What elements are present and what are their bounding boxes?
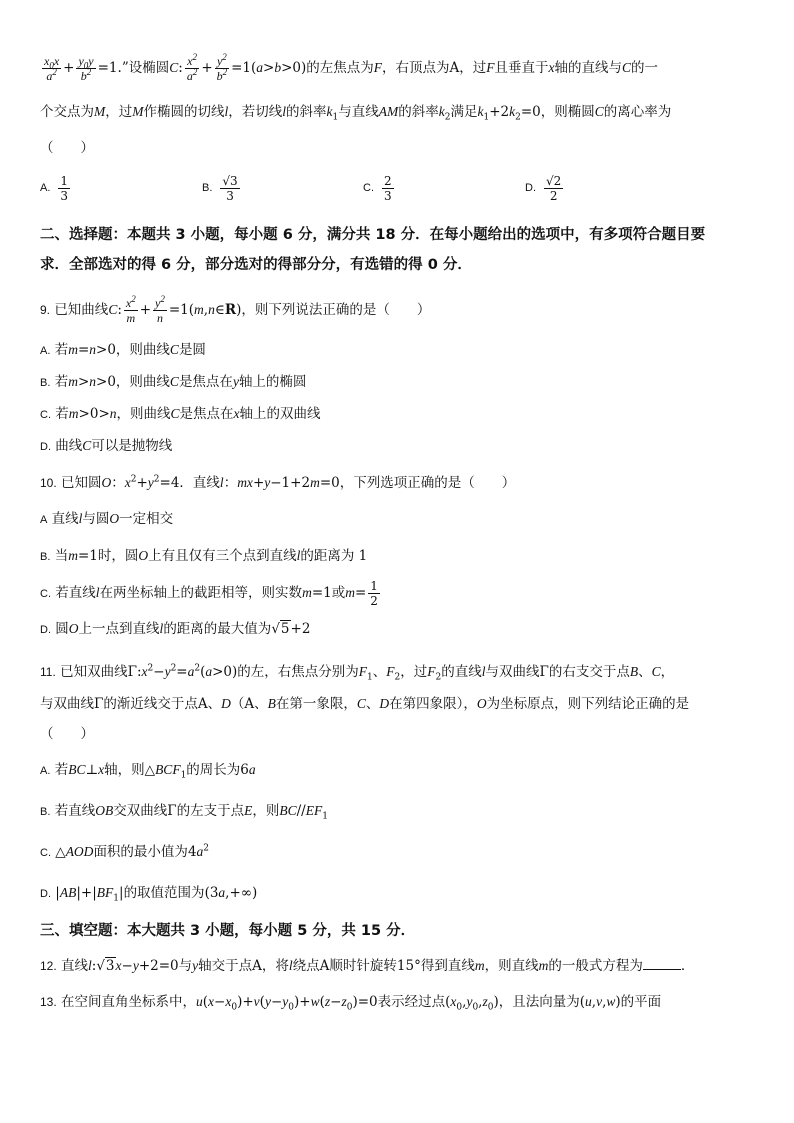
option-text: 若 — [54, 374, 69, 390]
option-text: ，则曲线 — [115, 342, 170, 358]
option-text: 圆 — [55, 621, 69, 637]
q8-text: ，过 — [105, 104, 133, 120]
option-text: 可以是抛物线 — [91, 438, 173, 454]
q11-stem-line1: 11. 已知双曲线$\Gamma:x^2-y^2=a^2(a>0)$的左，右焦点分别为$F_1$、$F_2$，过$F_2$的直线l与双曲线Γ的右支交于点B、C， — [40, 663, 675, 683]
option-label: D. — [40, 888, 51, 900]
option-label: A. — [40, 345, 51, 357]
q11-text: ，过 — [400, 664, 428, 680]
option-text: 轴，则 — [104, 762, 145, 778]
q8-text: 作椭圆的切线 — [143, 104, 225, 120]
sqrt-3: √3 — [96, 958, 115, 974]
sqrt-5: √5 — [271, 621, 290, 637]
q10-option-a[interactable]: A 直线l与圆O一定相交 — [40, 511, 174, 527]
q10-option-d[interactable]: D. 圆O上一点到直线l的距离的最大值为√5+2 — [40, 621, 311, 637]
q10-text: ，下列选项正确的是（ ） — [339, 475, 516, 491]
option-text: 若 — [55, 406, 69, 422]
q10-text: ．直线 — [179, 475, 220, 491]
q9-option-c[interactable]: C. 若m>0>n，则曲线C是焦点在x轴上的双曲线 — [40, 406, 321, 422]
option-text: 的距离的最大值为 — [163, 621, 272, 637]
q11-stem-line2: 与双曲线Γ的渐近线交于点A、D（A、B在第一象限，C、D在第四象限），O为坐标原点，则下列结论正确的是 — [40, 696, 690, 712]
option-text: 曲线 — [55, 438, 83, 454]
q12-stem: 12. 直线l:√3x−y+2=0与y轴交于点A，将l绕点A顺时针旋转15°得到直线m，则直线m的一般式方程为 ． — [40, 958, 695, 974]
q8-text: 的一 — [631, 60, 659, 76]
section-title-line: 三、填空题：本大题共 3 小题，每小题 5 分，共 15 分． — [40, 923, 416, 939]
frac-num: √2 — [546, 173, 562, 188]
section-title-line: 二、选择题：本题共 3 小题，每小题 6 分，满分共 18 分．在每小题给出的选项中，有多项符合题目要 — [40, 227, 706, 243]
option-text: 若直线 — [55, 585, 96, 601]
q11-paren — [40, 724, 758, 744]
q9-option-a[interactable]: A. 若m=n>0，则曲线C是圆 — [40, 342, 206, 358]
option-label: A. — [40, 182, 51, 194]
option-label: A. — [40, 765, 51, 777]
option-text: 轴上的双曲线 — [239, 406, 321, 422]
q8-option-c[interactable] — [363, 166, 396, 210]
q11-text: 已知双曲线 — [60, 664, 128, 680]
frac-den: 3 — [60, 188, 69, 203]
option-text: 若 — [54, 342, 69, 358]
option-label: D. — [40, 624, 51, 636]
option-value — [58, 174, 70, 203]
q11-text: 与双曲线 — [40, 696, 94, 712]
frac-num: 1 — [60, 173, 69, 188]
q11-text: 在第四象限）， — [389, 696, 477, 712]
option-text: 上有且仅有三个点到直线 — [148, 548, 297, 564]
question-number: 9. — [40, 303, 51, 317]
q8-text: ，右顶点为A，过 — [382, 60, 487, 76]
q8-text: ，则椭圆 — [540, 104, 595, 120]
q12-text: 的一般式方程为 — [548, 958, 643, 974]
q8-options — [40, 166, 758, 210]
question-number: 11. — [40, 665, 56, 679]
q9-text: ，则下列说法正确的是（ ） — [241, 302, 431, 318]
option-text: 直线 — [51, 511, 79, 527]
frac-1-2: $\frac{1}{2}$ — [370, 579, 378, 608]
q12-text: ，则直线 — [484, 958, 539, 974]
option-text: 或 — [331, 585, 346, 601]
option-text: ，则 — [252, 803, 280, 819]
option-text: 一定相交 — [119, 511, 174, 527]
exam-page — [40, 48, 758, 1012]
section3-title — [40, 916, 758, 946]
option-text: 与圆 — [82, 511, 110, 527]
frac-y2-b2: $\frac{y^2}{b^2}$ — [216, 52, 228, 83]
option-text: 时，圆 — [97, 548, 139, 564]
option-text: 的左支于点 — [176, 803, 245, 819]
q8-text: 的左焦点为 — [306, 60, 374, 76]
q13-text: 在空间直角坐标系中， — [60, 994, 196, 1010]
option-label: B. — [40, 377, 51, 389]
q10-text: 已知圆 — [60, 475, 102, 491]
q10-stem: 10. 已知圆O：$x^2+y^2=4$．直线l：mx+y−1+2m=0，下列选项正确的是（ ） — [40, 474, 516, 491]
option-label: B. — [202, 182, 213, 194]
answer-blank[interactable] — [643, 957, 681, 970]
frac-x2-a2: $\frac{x^2}{a^2}$ — [186, 52, 198, 83]
q8-line2: 个交点为M，过M作椭圆的切线l，若切线l的斜率$k_1$与直线AM的斜率$k_2$满足$k_1+2k_2=0$，则椭圆C的离心率为 — [40, 104, 672, 123]
q11-text: 的右支交于点 — [548, 664, 630, 680]
q8-line1: $\frac{x_0x}{a^2}$ + $\frac{y_0y}{b^2}$ =1.”设椭圆C: $\frac{x^2}{a^2}$ + $\frac{y^2}{b^2}$ =1(a>b>0)的左焦点为F，右顶点为A，过F且垂直于x轴的直线与C的一 — [44, 52, 659, 83]
q13-text: 的平面 — [620, 994, 662, 1010]
option-text: 若直线 — [54, 803, 96, 819]
frac-y0y-b2: $\frac{y_0y}{b^2}$ — [78, 54, 94, 83]
option-text: ，则曲线 — [116, 406, 171, 422]
q8-option-a[interactable] — [40, 166, 72, 210]
frac-x2-m: $\frac{x^2}{m}$ — [125, 294, 136, 325]
q8-text: 的斜率 — [286, 104, 327, 120]
option-text: 交双曲线 — [113, 803, 168, 819]
q8-text: ，若切线 — [228, 104, 283, 120]
q11-text: 的渐近线交于点 — [103, 696, 198, 712]
option-text: 面积的最小值为 — [93, 844, 188, 860]
option-text: 的取值范围为 — [123, 885, 205, 901]
frac-den: 3 — [226, 188, 234, 203]
q13-text: 表示经过点 — [377, 994, 446, 1010]
option-value — [220, 174, 239, 203]
option-text: 上一点到直线 — [78, 621, 160, 637]
section2-title — [40, 220, 758, 280]
answer-paren: （ ） — [40, 726, 94, 742]
option-label: D. — [40, 441, 51, 453]
option-text: 轴上的椭圆 — [238, 374, 307, 390]
q11-option-a[interactable]: A. 若BC⊥x轴，则$\triangle BCF_1$的周长为6a — [40, 762, 256, 781]
q12-text: 绕点A顺时针旋转 — [292, 958, 397, 974]
option-text: 若 — [54, 762, 69, 778]
q11-text: （ — [230, 696, 245, 712]
option-text: 是焦点在 — [178, 374, 233, 390]
option-label: C. — [40, 588, 51, 600]
frac-num: 2 — [384, 173, 392, 188]
q8-text: 个交点为 — [40, 104, 94, 120]
option-text: ，则曲线 — [115, 374, 170, 390]
section-title-line: 求．全部选对的得 6 分，部分选对的得部分分，有选错的得 0 分． — [40, 257, 472, 273]
q9-option-b[interactable]: B. 若m>n>0，则曲线C是焦点在y轴上的椭圆 — [40, 374, 307, 390]
option-value — [544, 174, 563, 203]
q8-text: 与直线 — [338, 104, 379, 120]
q8-text: 的斜率 — [398, 104, 439, 120]
q8-paren — [40, 138, 758, 158]
q8-text: ”设椭圆 — [121, 60, 170, 76]
q11-option-b[interactable]: B. 若直线OB交双曲线Γ的左支于点E，则$BC//EF_1$ — [40, 803, 328, 822]
q12-text: 轴交于点A，将 — [198, 958, 289, 974]
frac-x0x-a2: $\frac{x_0x}{a^2}$ — [44, 54, 60, 83]
q12-text: 得到直线 — [420, 958, 475, 974]
q9-text: 已知曲线 — [54, 302, 109, 318]
q11-text: 在第一象限， — [275, 696, 357, 712]
frac-den: 2 — [549, 188, 558, 203]
option-text: 在两坐标轴上的截距相等，则实数 — [99, 585, 303, 601]
frac-num: √3 — [222, 173, 238, 188]
option-label: C. — [40, 409, 51, 421]
q11-option-d[interactable]: D. $|AB|+|BF_1|$的取值范围为(3a,+∞) — [40, 885, 258, 904]
q13-text: ，且法向量为 — [498, 994, 580, 1010]
option-label: D. — [525, 182, 536, 194]
q8-text: 的离心率为 — [603, 104, 672, 120]
option-text: 的周长为 — [186, 762, 241, 778]
option-label: A — [40, 514, 48, 526]
q11-text: 为坐标原点，则下列结论正确的是 — [486, 696, 690, 712]
q8-text: 轴的直线与 — [554, 60, 623, 76]
q9-stem: 9. 已知曲线C: $\frac{x^2}{m}$ + $\frac{y^2}{n}$ =1(m,n∈R)，则下列说法正确的是（ ） — [40, 294, 431, 325]
q12-text: 与 — [178, 958, 193, 974]
frac-den: 3 — [384, 188, 392, 203]
q8-option-b[interactable] — [202, 166, 242, 210]
q10-option-c[interactable]: C. 若直线l在两坐标轴上的截距相等，则实数m=1或m= $\frac{1}{2}$ — [40, 579, 378, 608]
q12-text: 直线 — [60, 958, 88, 974]
option-label: C. — [40, 847, 51, 859]
option-text: 是焦点在 — [179, 406, 234, 422]
q11-text: 的左，右焦点分别为 — [237, 664, 359, 680]
q8-text: 且垂直于 — [494, 60, 549, 76]
q11-text: 与双曲线 — [485, 664, 540, 680]
option-text: 的距离为 1 — [300, 548, 368, 564]
option-value — [382, 174, 394, 203]
question-number: 12. — [40, 959, 57, 973]
q11-option-c[interactable]: C. △AOD面积的最小值为$4a^2$ — [40, 843, 210, 860]
option-text: 是圆 — [178, 342, 206, 358]
option-label: C. — [363, 182, 374, 194]
q12-text: ． — [680, 958, 695, 974]
question-number: 10. — [40, 476, 57, 490]
q8-text: 满足 — [450, 104, 478, 120]
q10-option-b[interactable]: B. 当m=1时，圆O上有且仅有三个点到直线l的距离为 1 — [40, 548, 368, 564]
option-label: B. — [40, 806, 51, 818]
q13-stem: 13. 在空间直角坐标系中，$u(x-x_0)+v(y-y_0)+w(z-z_0)=0$表示经过点$(x_0,y_0,z_0)$，且法向量为(u,v,w)的平面 — [40, 994, 662, 1013]
answer-paren: （ ） — [40, 140, 94, 156]
q11-text: 的直线 — [441, 664, 482, 680]
option-label: B. — [40, 551, 51, 563]
q8-option-d[interactable] — [525, 166, 565, 210]
frac-y2-n: $\frac{y^2}{n}$ — [155, 294, 165, 325]
question-number: 13. — [40, 995, 57, 1009]
q9-option-d[interactable]: D. 曲线C可以是抛物线 — [40, 438, 173, 454]
option-text: 当 — [54, 548, 69, 564]
